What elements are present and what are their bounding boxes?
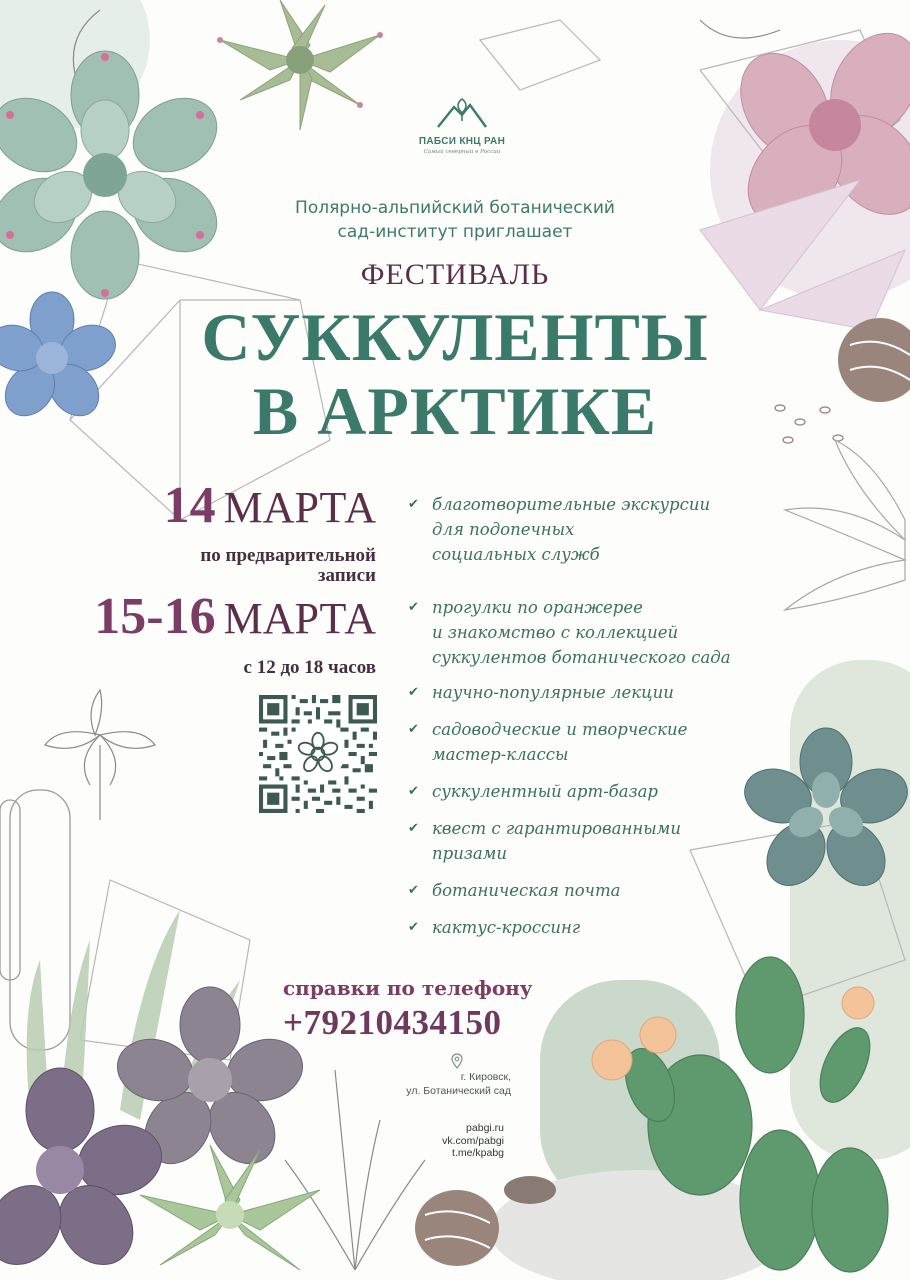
activity-line: благотворительные экскурсии [432,495,711,514]
institute-logo [414,95,510,155]
date-day-1: 14 [163,477,216,534]
check-icon: ✔ [408,497,419,512]
activity-line: суккулентов ботанического сада [432,648,731,667]
date-note-1b: записи [317,565,376,586]
title-line-2: В АРКТИКЕ [252,373,658,449]
link-vk[interactable]: vk.com/pabgi [442,1134,504,1147]
list-item [408,779,788,804]
check-icon: ✔ [408,685,419,700]
activity-line: прогулки по оранжерее [432,598,643,617]
date-block-2 [94,588,376,678]
address-street: ул. Ботанический сад [406,1085,511,1097]
location-pin-icon [450,1053,464,1069]
festival-label: ФЕСТИВАЛЬ [360,258,550,291]
activity-line: научно-популярные лекции [432,683,674,702]
date-day-2: 15-16 [94,588,216,645]
activity-line: квест с гарантированными [432,819,681,838]
date-month-2: МАРТА [223,594,376,643]
list-item [408,878,788,903]
activity-line: кактус-кроссинг [432,918,581,937]
check-icon: ✔ [408,784,419,799]
address [400,1070,511,1098]
activity-line: садоводческие и творческие [432,720,688,739]
address-city: г. Кировск, [460,1071,511,1083]
check-icon: ✔ [408,722,419,737]
activity-line: суккулентный арт-базар [432,782,658,801]
date-note-2: с 12 до 18 часов [243,657,376,678]
list-item [408,595,788,670]
intro-line-2: сад-институт приглашает [337,222,573,242]
activity-list [408,492,788,940]
list-item [408,680,788,705]
check-icon: ✔ [408,821,419,836]
list-item [408,915,788,940]
activity-line: мастер-классы [432,745,569,764]
activity-line: и знакомство с коллекцией [432,623,679,642]
check-icon: ✔ [408,600,419,615]
phone-number[interactable]: +79210434150 [283,1003,502,1042]
activity-line: ботаническая почта [432,881,621,900]
intro-line-1: Полярно-альпийский ботанический [295,198,615,218]
check-icon: ✔ [408,920,419,935]
activity-line: социальных служб [432,545,600,564]
check-icon: ✔ [408,883,419,898]
logo-name: ПАБСИ КНЦ РАН [418,136,506,147]
list-item [408,816,788,866]
qr-code-icon[interactable] [259,695,377,813]
activity-line: призами [432,844,507,863]
title-line-1: СУККУЛЕНТЫ [201,299,709,375]
list-item [408,717,788,767]
list-item [408,492,788,567]
logo-tagline: Самый северный в России [423,149,501,155]
intro-text [0,196,910,244]
date-block-1 [164,478,376,586]
date-note-1a: по предварительной [200,545,376,566]
date-month-1: МАРТА [223,483,376,532]
festival-title [0,300,910,448]
activity-line: для подопечных [432,520,575,539]
link-telegram[interactable]: t.me/kpabg [452,1147,504,1159]
phone-label: справки по телефону [283,976,533,1000]
mountain-leaf-logo-icon [436,95,488,129]
web-links [400,1122,504,1160]
link-website[interactable]: pabgi.ru [466,1122,504,1134]
